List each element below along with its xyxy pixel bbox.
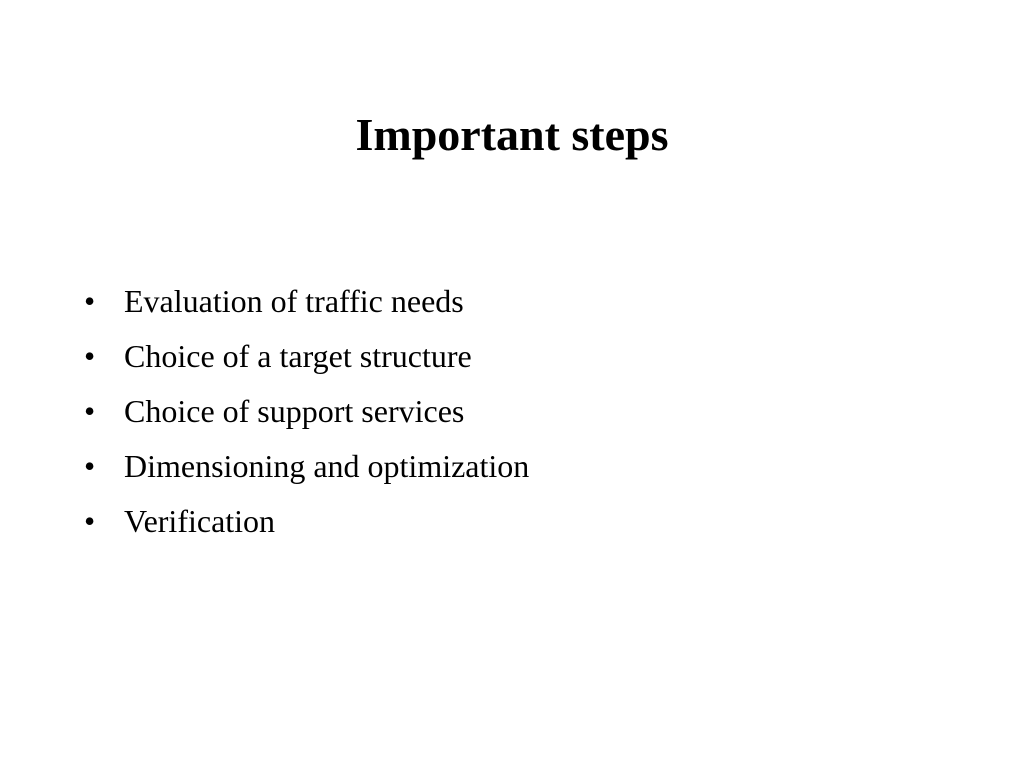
- bullet-text: Choice of a target structure: [124, 338, 472, 374]
- bullet-icon: •: [84, 338, 96, 374]
- bullet-icon: •: [84, 503, 96, 539]
- list-item: [84, 274, 529, 329]
- bullet-text: Verification: [124, 503, 276, 539]
- bullet-text: Choice of support services: [124, 393, 465, 429]
- list-item: [84, 494, 529, 549]
- bullet-icon: •: [84, 448, 96, 484]
- bullet-icon: •: [84, 393, 96, 429]
- list-item: [84, 329, 529, 384]
- list-item: [84, 439, 529, 494]
- bullet-icon: •: [84, 283, 96, 319]
- bullet-list: [84, 274, 529, 549]
- list-item: [84, 384, 529, 439]
- slide-title: Important steps: [355, 109, 669, 160]
- bullet-text: Evaluation of traffic needs: [124, 283, 464, 319]
- bullet-text: Dimensioning and optimization: [124, 448, 530, 484]
